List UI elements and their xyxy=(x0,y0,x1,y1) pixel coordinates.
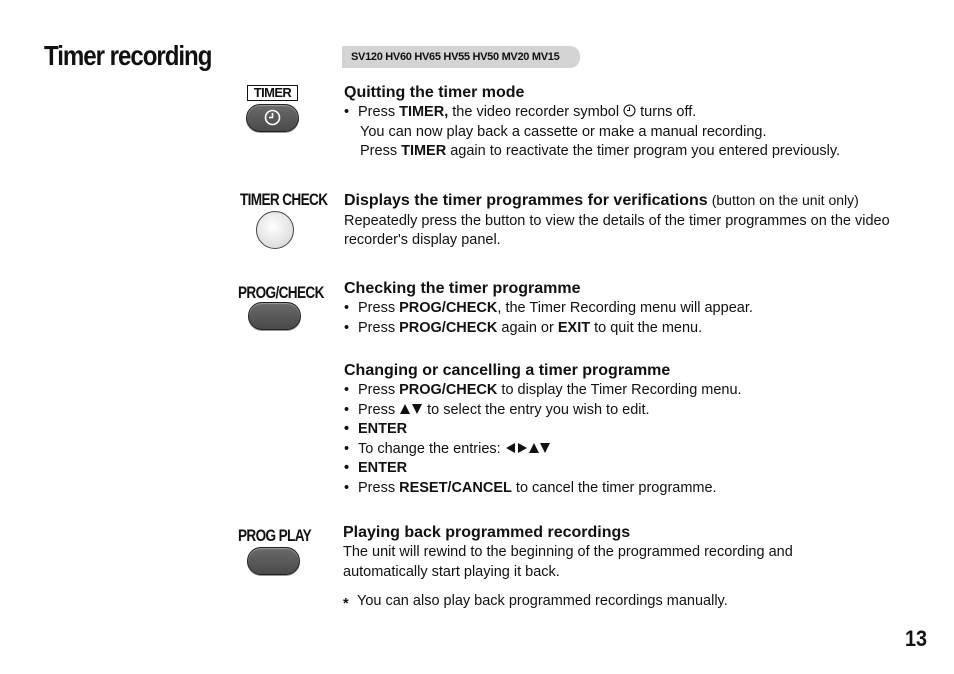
list-item: • Press PROG/CHECK again or EXIT to quit the menu. xyxy=(344,319,753,339)
section-playing-back xyxy=(343,523,863,612)
section-timer-check xyxy=(344,191,909,251)
prog-check-label: PROG/CHECK xyxy=(238,283,324,302)
text-line: You can now play back a cassette or make a manual recording. xyxy=(360,123,767,140)
prog-check-button xyxy=(248,302,301,330)
timer-check-label: TIMER CHECK xyxy=(240,190,328,209)
list-item: • Press PROG/CHECK to display the Timer Recording menu. xyxy=(344,381,742,401)
list-item: • ENTER xyxy=(344,459,742,479)
list-item: • Press TIMER, the video recorder symbol turns off. xyxy=(344,103,840,123)
footnote: * You can also play back programmed recordings manually. xyxy=(343,593,728,612)
list-item: • ENTER xyxy=(344,420,742,440)
body-text: The unit will rewind to the beginning of the programmed recording and automatically start playing it back. xyxy=(343,544,793,580)
section-heading: Changing or cancelling a timer programme xyxy=(344,362,671,379)
prog-play-button xyxy=(247,547,300,575)
prog-play-label: PROG PLAY xyxy=(238,526,312,545)
model-badge: SV120 HV60 HV65 HV55 HV50 MV20 MV15 xyxy=(342,46,580,68)
section-quitting-timer xyxy=(344,83,840,162)
body-text: Repeatedly press the button to view the details of the timer programmes on the video recorder's display panel. xyxy=(344,212,890,248)
section-checking-programme xyxy=(344,279,753,338)
list-item: • To change the entries: xyxy=(344,440,742,460)
four-way-arrows-icon xyxy=(505,442,551,454)
page-title: Timer recording xyxy=(44,40,212,71)
text-line: Press TIMER again to reactivate the timer program you entered previously. xyxy=(360,143,841,159)
section-heading: Quitting the timer mode xyxy=(344,84,525,101)
up-down-arrows-icon xyxy=(399,403,423,415)
clock-icon xyxy=(264,109,281,126)
list-item: • Press RESET/CANCEL to cancel the timer programme. xyxy=(344,479,742,499)
list-item: • Press to select the entry you wish to edit. xyxy=(344,401,742,421)
section-changing-programme xyxy=(344,361,742,498)
timer-button xyxy=(246,104,299,132)
clock-icon xyxy=(623,104,636,117)
section-heading: Displays the timer programmes for verifications (button on the unit only) xyxy=(344,192,859,209)
page-number: 13 xyxy=(905,626,928,651)
list-item: • Press PROG/CHECK, the Timer Recording menu will appear. xyxy=(344,299,753,319)
section-heading: Playing back programmed recordings xyxy=(343,524,631,541)
timer-check-button xyxy=(256,211,294,249)
section-heading: Checking the timer programme xyxy=(344,280,581,297)
timer-button-label: TIMER xyxy=(247,85,298,101)
